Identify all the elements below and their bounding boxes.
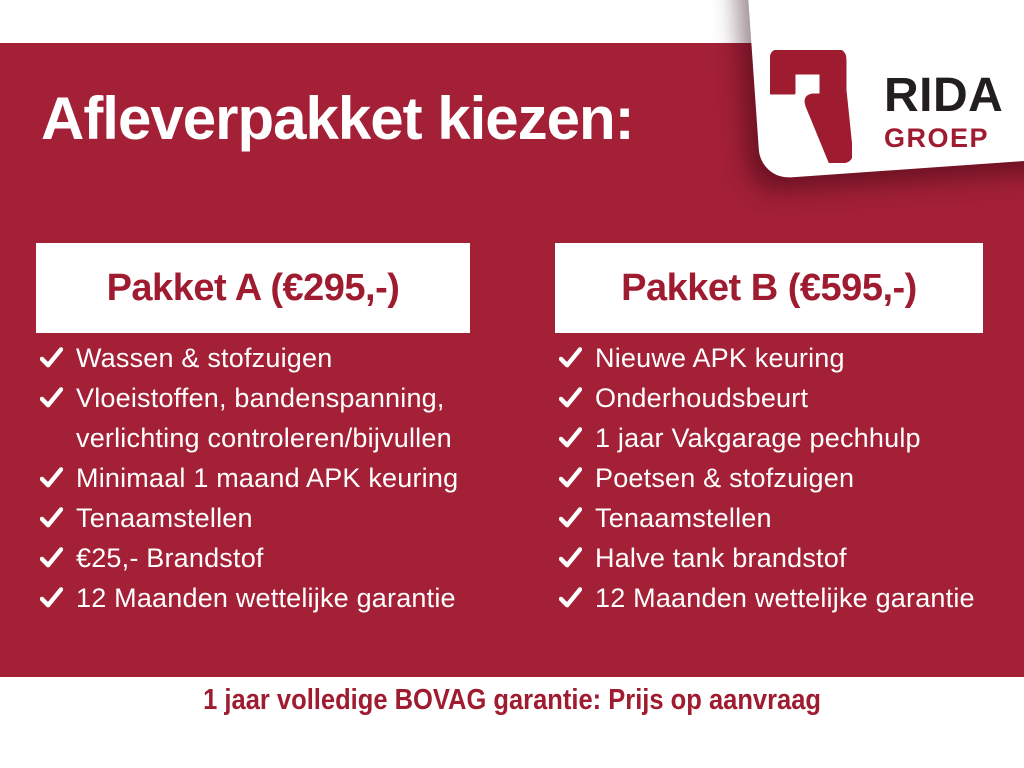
package-b-header: [555, 243, 983, 333]
list-item: [559, 378, 1003, 418]
check-icon: [40, 387, 63, 408]
package-a-header: [36, 243, 470, 333]
list-item-text: Vloeistoffen, bandenspanning, verlichting controleren/bijvullen: [76, 383, 452, 453]
list-item: [559, 498, 1003, 538]
list-item-text: Onderhoudsbeurt: [595, 383, 809, 413]
footer-note-text: 1 jaar volledige BOVAG garantie: Prijs op aanvraag: [203, 684, 821, 716]
package-a-title: Pakket A (€295,-): [106, 266, 400, 309]
package-b-list: [559, 338, 1003, 618]
rida-r-icon: [770, 50, 852, 163]
check-icon: [40, 587, 63, 608]
check-icon: [559, 467, 582, 488]
list-item-text: Minimaal 1 maand APK keuring: [76, 463, 459, 493]
list-item: [40, 498, 488, 538]
list-item: [40, 578, 488, 618]
list-item: [40, 458, 488, 498]
package-a-list: [40, 338, 488, 618]
list-item-text: Tenaamstellen: [76, 503, 253, 533]
logo-brand-text: RIDA: [884, 69, 1004, 122]
check-icon: [559, 387, 582, 408]
list-item-text: 12 Maanden wettelijke garantie: [595, 583, 975, 613]
check-icon: [40, 467, 63, 488]
logo-text: [884, 50, 1003, 163]
list-item: [559, 458, 1003, 498]
list-item-text: Wassen & stofzuigen: [76, 343, 333, 373]
check-icon: [40, 547, 63, 568]
list-item-text: Tenaamstellen: [595, 503, 772, 533]
package-b-title: Pakket B (€595,-): [621, 266, 917, 309]
list-item: [40, 538, 488, 578]
list-item-text: 12 Maanden wettelijke garantie: [76, 583, 456, 613]
page-title: Afleverpakket kiezen:: [41, 85, 634, 152]
list-item: [559, 418, 1003, 458]
list-item: [559, 338, 1003, 378]
check-icon: [40, 507, 63, 528]
check-icon: [559, 547, 582, 568]
list-item: [40, 338, 488, 378]
package-b: [555, 243, 1003, 618]
list-item-text: Poetsen & stofzuigen: [595, 463, 855, 493]
list-item-text: Nieuwe APK keuring: [595, 343, 845, 373]
check-icon: [559, 507, 582, 528]
list-item: [559, 538, 1003, 578]
check-icon: [559, 427, 582, 448]
check-icon: [559, 347, 582, 368]
logo-sub-text: GROEP: [884, 123, 990, 153]
list-item: [559, 578, 1003, 618]
footer-strip: [0, 677, 1024, 768]
package-a: [36, 243, 488, 618]
check-icon: [559, 587, 582, 608]
check-icon: [40, 347, 63, 368]
rida-logo: [770, 50, 1003, 163]
list-item: [40, 378, 488, 458]
list-item-text: €25,- Brandstof: [76, 543, 264, 573]
list-item-text: Halve tank brandstof: [595, 543, 847, 573]
list-item-text: 1 jaar Vakgarage pechhulp: [595, 423, 921, 453]
